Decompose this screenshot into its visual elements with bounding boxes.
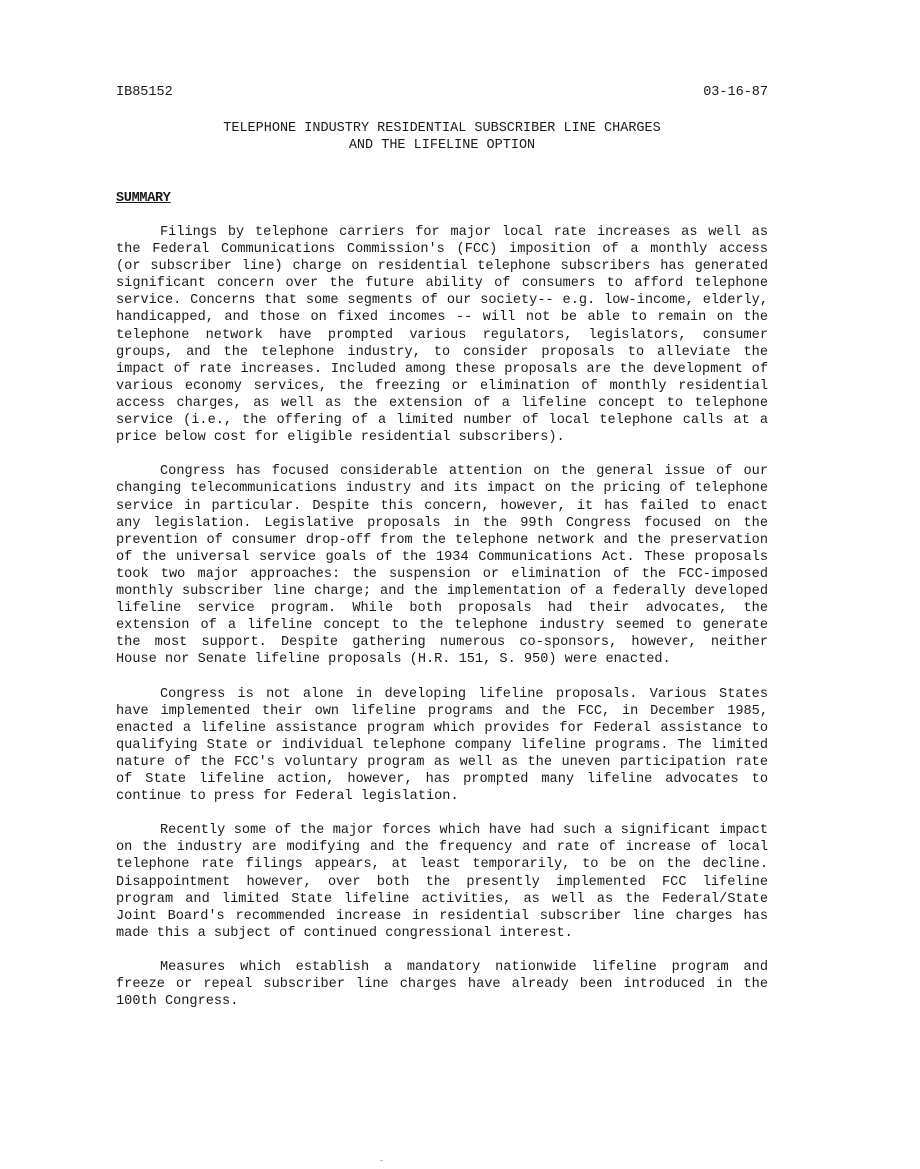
paragraph-5: Measures which establish a mandatory nationwide lifeline program and freeze or repeal subscriber line charges have already been introduced in the 100th Congress. [116, 960, 768, 1010]
paragraph-2: Congress has focused considerable attention on the general issue of our changing telecommunications industry and its impact on the pricing of telephone service in particular. Despite this concern, however, it has failed to enact any legislation. Legislative proposals in the 99th Congress focused on the prevention of consumer drop-off from the telephone network and the preservation of the universal service goals of the 1934 Communications Act. These proposals took two major approaches: the suspension or elimination of the FCC-imposed monthly subscriber line charge; and the implementation of a federally developed lifeline service program. While both proposals had their advocates, the extension of a lifeline concept to the telephone industry seemed to generate the most support. Despite gathering numerous co-sponsors, however, neither House nor Senate lifeline proposals (H.R. 151, S. 950) were enacted. [116, 464, 768, 668]
document-date: 03-16-87 [703, 85, 768, 100]
paragraph-4: Recently some of the major forces which have had such a significant impact on the industry are modifying and the frequency and rate of increase of local telephone rate filings appears, at least temporarily, to be on the decline. Disappointment however, over both the presently implemented FCC lifeline program and limited State lifeline activities, as well as the Federal/State Joint Board's recommended increase in residential subscriber line charges has made this a subject of continued congressional interest. [116, 823, 768, 941]
document-body [116, 224, 768, 1027]
scan-artifact [380, 1160, 383, 1161]
section-heading: SUMMARY [116, 191, 171, 206]
title-line-1: TELEPHONE INDUSTRY RESIDENTIAL SUBSCRIBER LINE CHARGES [223, 121, 661, 136]
paragraph-3: Congress is not alone in developing lifeline proposals. Various States have implemented their own lifeline programs and the FCC, in December 1985, enacted a lifeline assistance program which provides for Federal assistance to qualifying State or individual telephone company lifeline programs. The limited nature of the FCC's voluntary program as well as the uneven participation rate of State lifeline action, however, has prompted many lifeline advocates to continue to press for Federal legislation. [116, 686, 768, 805]
document-id: IB85152 [116, 85, 173, 100]
title-line-2: AND THE LIFELINE OPTION [348, 138, 536, 153]
document-title [116, 120, 768, 154]
paragraph-1: Filings by telephone carriers for major local rate increases as well as the Federal Communications Commission's (FCC) imposition of a monthly access (or subscriber line) charge on residential telephone subscribers has generated significant concern over the future ability of consumers to afford telephone service. Concerns that some segments of our society-- e.g. low-income, elderly, handicapped, and those on fixed incomes -- will not be able to remain on the telephone network have prompted various regulators, legislators, consumer groups, and the telephone industry, to consider proposals to alleviate the impact of rate increases. Included among these proposals are the development of various economy services, the freezing or elimination of monthly residential access charges, as well as the extension of a lifeline concept to telephone service (i.e., the offering of a limited number of local telephone calls at a price below cost for eligible residential subscribers). [116, 225, 768, 446]
